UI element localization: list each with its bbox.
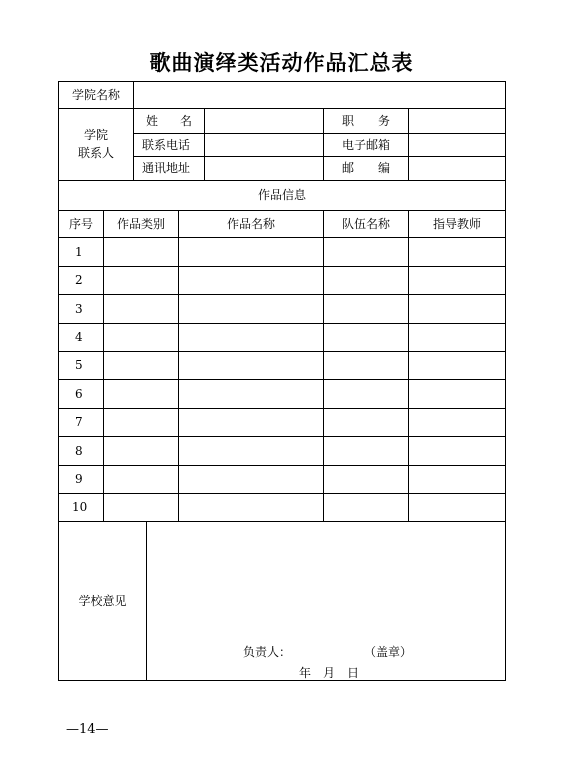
email-field[interactable] bbox=[409, 133, 505, 156]
phone-field[interactable] bbox=[205, 133, 323, 156]
row-number: 10 bbox=[72, 500, 88, 514]
signer-label: 负责人： bbox=[243, 645, 292, 659]
column-header-instructor: 指导教师 bbox=[432, 216, 481, 231]
page-number: —14— bbox=[66, 722, 109, 737]
date-month-label: 月 bbox=[323, 666, 336, 680]
works-section-title: 作品信息 bbox=[257, 188, 306, 202]
row-number: 7 bbox=[75, 415, 83, 429]
row-number: 8 bbox=[75, 443, 83, 458]
seal-label: （盖章） bbox=[364, 645, 413, 659]
column-header-team-name: 队伍名称 bbox=[341, 216, 390, 231]
column-header-index: 序号 bbox=[68, 216, 93, 231]
date-day-label: 日 bbox=[347, 666, 360, 680]
address-label: 通讯地址 bbox=[142, 161, 191, 175]
column-header-category: 作品类别 bbox=[116, 216, 165, 231]
row-number: 4 bbox=[75, 330, 83, 344]
postcode-label: 邮 编 bbox=[342, 161, 390, 175]
position-label: 职 务 bbox=[342, 113, 390, 128]
email-label: 电子邮箱 bbox=[341, 137, 390, 152]
row-number: 1 bbox=[75, 244, 83, 259]
position-field[interactable] bbox=[409, 108, 505, 133]
postcode-field[interactable] bbox=[409, 156, 505, 180]
name-field[interactable] bbox=[205, 108, 323, 133]
school-opinion-label: 学校意见 bbox=[78, 594, 127, 608]
college-name-label: 学院名称 bbox=[71, 88, 120, 102]
contact-person-label bbox=[59, 108, 133, 180]
phone-label: 联系电话 bbox=[142, 137, 191, 152]
row-number: 2 bbox=[75, 273, 83, 287]
contact-label-line2: 联系人 bbox=[77, 146, 114, 160]
address-field[interactable] bbox=[205, 156, 323, 180]
summary-table bbox=[58, 81, 506, 681]
row-number: 9 bbox=[75, 472, 83, 486]
contact-label-line1: 学院 bbox=[83, 128, 108, 142]
row-number: 3 bbox=[75, 301, 83, 316]
row-number: 6 bbox=[75, 386, 83, 401]
name-label: 姓 名 bbox=[146, 113, 192, 128]
college-name-field[interactable] bbox=[134, 82, 505, 108]
school-opinion-field[interactable] bbox=[147, 521, 505, 681]
row-number: 5 bbox=[75, 358, 83, 372]
column-header-work-name: 作品名称 bbox=[226, 216, 275, 231]
date-year-label: 年 bbox=[299, 666, 312, 680]
form-title: 歌曲演绎类活动作品汇总表 bbox=[149, 50, 414, 75]
